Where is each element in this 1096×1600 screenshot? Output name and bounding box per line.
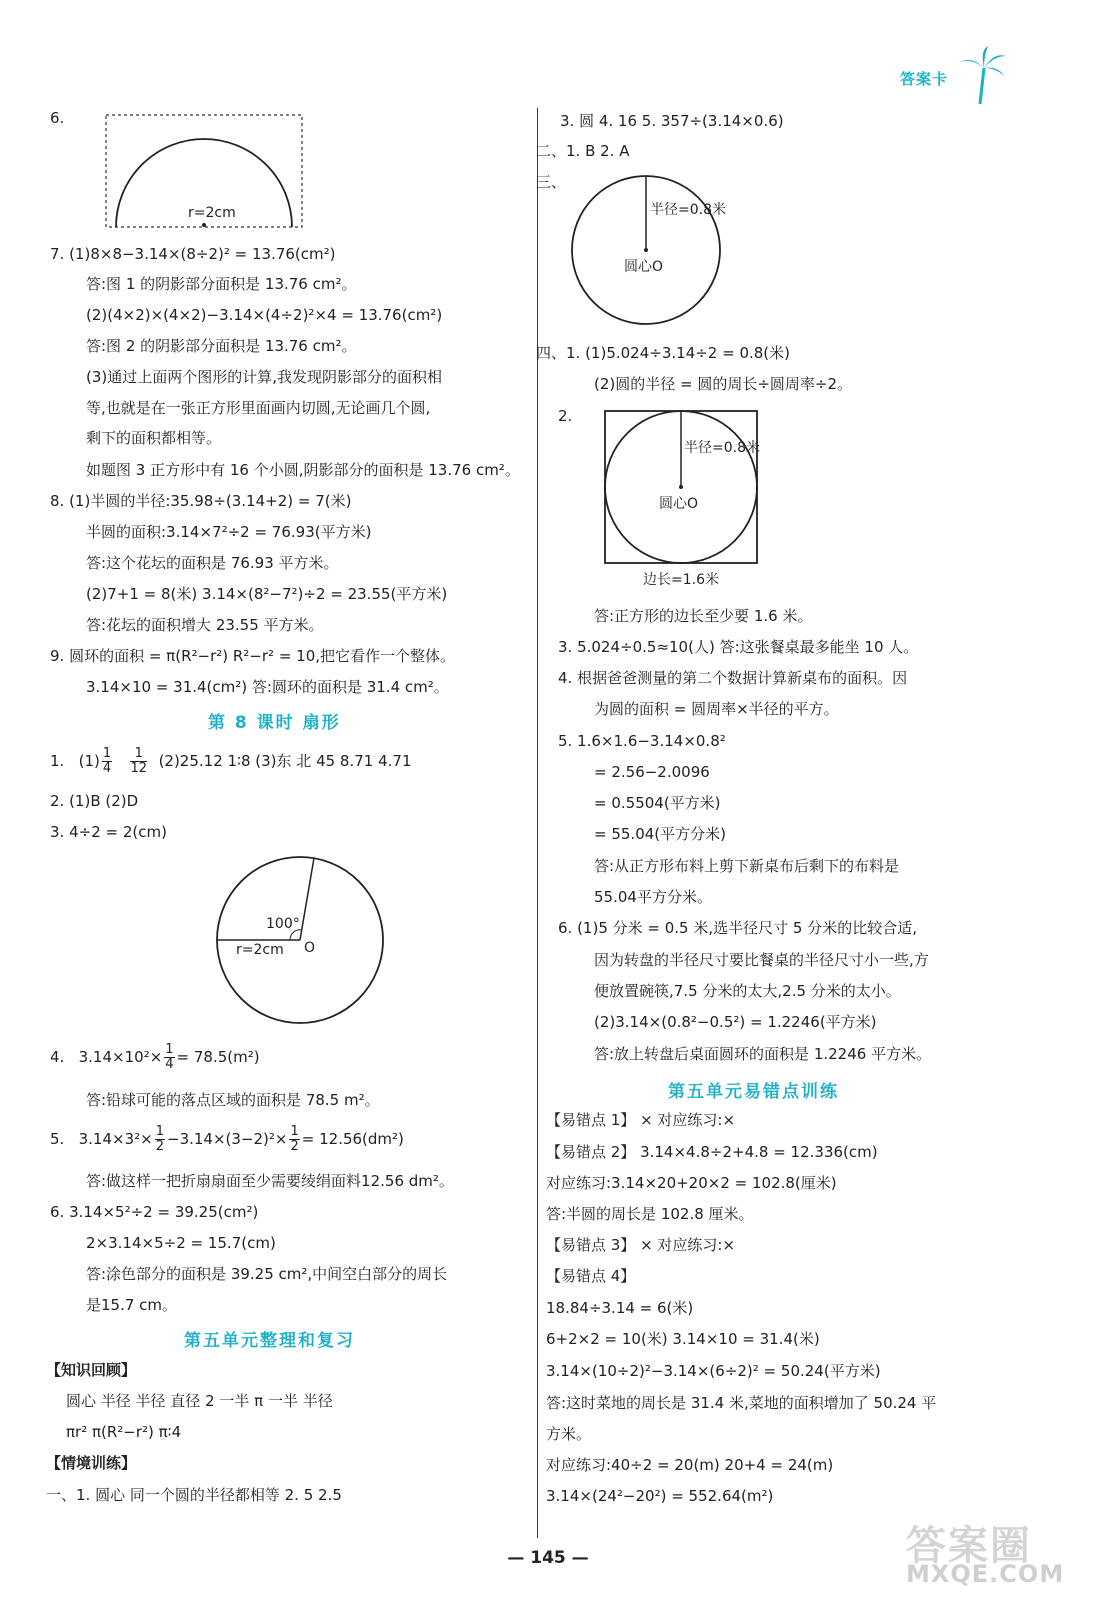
text-line: 三、 bbox=[536, 173, 567, 191]
text-line: = 0.5504(平方米) bbox=[594, 794, 721, 812]
lesson8-q4-answer: 答:铅球可能的落点区域的面积是 78.5 m²。 bbox=[86, 1091, 380, 1109]
text-line: (2)3.14×(0.8²−0.5²) = 1.2246(平方米) bbox=[594, 1013, 877, 1031]
text-line: 因为转盘的半径尺寸要比餐桌的半径尺寸小一些,方 bbox=[594, 951, 929, 969]
text-line: 3. 5.024÷0.5≈10(人) 答:这张餐桌最多能坐 10 人。 bbox=[558, 638, 919, 656]
text-line: 9. 圆环的面积 = π(R²−r²) R²−r² = 10,把它看作一个整体。 bbox=[50, 647, 456, 665]
sector-radius-label: r=2cm bbox=[236, 942, 284, 958]
text-line: = 2.56−2.0096 bbox=[594, 763, 710, 781]
text-line: 【易错点 4】 bbox=[546, 1267, 636, 1285]
text-line: 对应练习:40÷2 = 20(m) 20+4 = 24(m) bbox=[546, 1456, 834, 1474]
column-divider bbox=[537, 108, 538, 1538]
text-line: 便放置碗筷,7.5 分米的太大,2.5 分米的太小。 bbox=[594, 982, 901, 1000]
text-line: 3. 圆 4. 16 5. 357÷(3.14×0.6) bbox=[560, 112, 784, 130]
text-line: 3.14×(10÷2)²−3.14×(6÷2)² = 50.24(平方米) bbox=[546, 1362, 881, 1380]
text-line: 7. (1)8×8−3.14×(8÷2)² = 13.76(cm²) bbox=[50, 245, 336, 263]
text-line: 答:涂色部分的面积是 39.25 cm²,中间空白部分的周长 bbox=[86, 1265, 448, 1283]
text-line: 剩下的面积都相等。 bbox=[86, 429, 222, 447]
text-line: 答:这时菜地的周长是 31.4 米,菜地的面积增加了 50.24 平 bbox=[546, 1394, 937, 1412]
text-line: 半圆的面积:3.14×7²÷2 = 76.93(平方米) bbox=[86, 523, 372, 541]
q4-number: 4. bbox=[50, 1048, 65, 1066]
circle-center-label: 圆心O bbox=[624, 259, 664, 275]
text-line: 6. (1)5 分米 = 0.5 米,选半径尺寸 5 分米的比较合适, bbox=[558, 919, 917, 937]
square-center-label: 圆心O bbox=[659, 496, 699, 512]
text-line: 4. 根据爸爸测量的第二个数据计算新桌布的面积。因 bbox=[558, 669, 908, 687]
page-number: — 145 — bbox=[507, 1548, 589, 1568]
header-title: 答案卡 bbox=[900, 70, 949, 88]
q4-result: = 78.5(m²) bbox=[176, 1048, 260, 1066]
text-line: 为圆的面积 = 圆周率×半径的平方。 bbox=[594, 700, 839, 718]
lesson8-q1 bbox=[50, 744, 411, 778]
page-header bbox=[900, 60, 1020, 110]
fraction: $\frac{1}{2}$ bbox=[290, 1124, 299, 1154]
watermark bbox=[900, 1510, 1080, 1590]
palm-tree-icon bbox=[958, 46, 1008, 106]
text-line: 6+2×2 = 10(米) 3.14×10 = 31.4(米) bbox=[546, 1330, 820, 1348]
sector-angle-label: 100° bbox=[266, 916, 300, 932]
text-line: 55.04平方分米。 bbox=[594, 888, 712, 906]
text-line: 3.14×(24²−20²) = 552.64(m²) bbox=[546, 1487, 774, 1505]
text-line: = 55.04(平方分米) bbox=[594, 825, 726, 843]
sector-center-label: O bbox=[304, 940, 316, 956]
q1-part: (1) bbox=[78, 752, 100, 770]
text-line: 答:放上转盘后桌面圆环的面积是 1.2246 平方米。 bbox=[594, 1045, 932, 1063]
q5-part: −3.14×(3−2)²× bbox=[167, 1130, 288, 1148]
text-line: (2)圆的半径 = 圆的周长÷圆周率÷2。 bbox=[594, 375, 853, 393]
lesson8-q3: 3. 4÷2 = 2(cm) bbox=[50, 823, 167, 841]
q6-number: 6. bbox=[50, 109, 65, 127]
heading-unit5-review: 第五单元整理和复习 bbox=[184, 1331, 355, 1351]
text-line: 答:图 1 的阴影部分面积是 13.76 cm²。 bbox=[86, 275, 357, 293]
knowledge-label: 【知识回顾】 bbox=[46, 1361, 137, 1379]
semicircle-figure bbox=[100, 110, 310, 230]
scenario-label: 【情境训练】 bbox=[46, 1454, 137, 1472]
text-line: 5. 1.6×1.6−3.14×0.8² bbox=[558, 732, 726, 750]
square-side-label: 边长=1.6米 bbox=[643, 572, 719, 588]
text-line: (2)7+1 = 8(米) 3.14×(8²−7²)÷2 = 23.55(平方米) bbox=[86, 585, 448, 603]
text-line: 18.84÷3.14 = 6(米) bbox=[546, 1299, 694, 1317]
text-line: 答:正方形的边长至少要 1.6 米。 bbox=[594, 607, 813, 625]
fraction: $\frac{1}{4}$ bbox=[102, 746, 112, 776]
text-line: 方米。 bbox=[546, 1425, 592, 1443]
text-line: 【易错点 3】 × 对应练习:× bbox=[546, 1236, 736, 1254]
text-line: 2. bbox=[558, 407, 573, 425]
q1-rest: (2)25.12 1∶8 (3)东 北 45 8.71 4.71 bbox=[158, 752, 412, 770]
watermark-url: MXQE.COM bbox=[906, 1560, 1065, 1588]
text-line: (2)(4×2)×(4×2)−3.14×(4÷2)²×4 = 13.76(cm²) bbox=[86, 306, 443, 324]
text-line: 答:半圆的周长是 102.8 厘米。 bbox=[546, 1205, 754, 1223]
text-line: 6. 3.14×5²÷2 = 39.25(cm²) bbox=[50, 1203, 259, 1221]
fraction: $\frac{1}{4}$ bbox=[165, 1042, 174, 1072]
lesson8-q5-answer: 答:做这样一把折扇扇面至少需要绫绢面料12.56 dm²。 bbox=[86, 1172, 454, 1190]
fraction: $\frac{1}{12}$ bbox=[130, 746, 148, 776]
scenario-line: 一、1. 圆心 同一个圆的半径都相等 2. 5 2.5 bbox=[46, 1486, 342, 1504]
text-line: 答:图 2 的阴影部分面积是 13.76 cm²。 bbox=[86, 337, 357, 355]
text-line: (3)通过上面两个图形的计算,我发现阴影部分的面积相 bbox=[86, 368, 443, 386]
square-circle-figure bbox=[600, 406, 770, 592]
semicircle-radius-label: r=2cm bbox=[188, 205, 236, 221]
q5-part: 3.14×3²× bbox=[78, 1130, 153, 1148]
sector-figure bbox=[210, 852, 390, 1032]
knowledge-line: πr² π(R²−r²) π∶4 bbox=[66, 1423, 182, 1441]
heading-lesson8: 第 8 课时 扇形 bbox=[208, 713, 341, 733]
text-line: 2×3.14×5÷2 = 15.7(cm) bbox=[86, 1234, 276, 1252]
text-line: 对应练习:3.14×20+20×2 = 102.8(厘米) bbox=[546, 1174, 837, 1192]
text-line: 是15.7 cm。 bbox=[86, 1296, 178, 1314]
lesson8-q2: 2. (1)B (2)D bbox=[50, 792, 139, 810]
circle-radius-label: 半径=0.8米 bbox=[650, 202, 726, 218]
q4-part: 3.14×10²× bbox=[78, 1048, 163, 1066]
text-line: 二、1. B 2. A bbox=[536, 142, 630, 160]
text-line: 答:这个花坛的面积是 76.93 平方米。 bbox=[86, 554, 339, 572]
lesson8-q4 bbox=[50, 1040, 260, 1074]
heading-mistakes: 第五单元易错点训练 bbox=[668, 1082, 839, 1102]
text-line: 答:从正方形布料上剪下新桌布后剩下的布料是 bbox=[594, 857, 900, 875]
text-line: 如题图 3 正方形中有 16 个小圆,阴影部分的面积是 13.76 cm²。 bbox=[86, 461, 520, 479]
text-line: 【易错点 1】 × 对应练习:× bbox=[546, 1111, 736, 1129]
text-line: 答:花坛的面积增大 23.55 平方米。 bbox=[86, 616, 324, 634]
text-line: 四、1. (1)5.024÷3.14÷2 = 0.8(米) bbox=[536, 344, 791, 362]
text-line: 等,也就是在一张正方形里面画内切圆,无论画几个圆, bbox=[86, 399, 431, 417]
text-line: 3.14×10 = 31.4(cm²) 答:圆环的面积是 31.4 cm²。 bbox=[86, 678, 449, 696]
watermark-text: 答案圈 bbox=[906, 1523, 1032, 1569]
q5-number: 5. bbox=[50, 1130, 65, 1148]
text-line: 8. (1)半圆的半径:35.98÷(3.14+2) = 7(米) bbox=[50, 492, 352, 510]
q1-number: 1. bbox=[50, 752, 65, 770]
q5-result: = 12.56(dm²) bbox=[301, 1130, 404, 1148]
circle-figure bbox=[566, 170, 726, 330]
fraction: $\frac{1}{2}$ bbox=[155, 1124, 164, 1154]
square-radius-label: 半径=0.8米 bbox=[684, 440, 760, 456]
lesson8-q5 bbox=[50, 1122, 404, 1156]
knowledge-line: 圆心 半径 半径 直径 2 一半 π 一半 半径 bbox=[66, 1392, 333, 1410]
text-line: 【易错点 2】 3.14×4.8÷2+4.8 = 12.336(cm) bbox=[546, 1143, 878, 1161]
